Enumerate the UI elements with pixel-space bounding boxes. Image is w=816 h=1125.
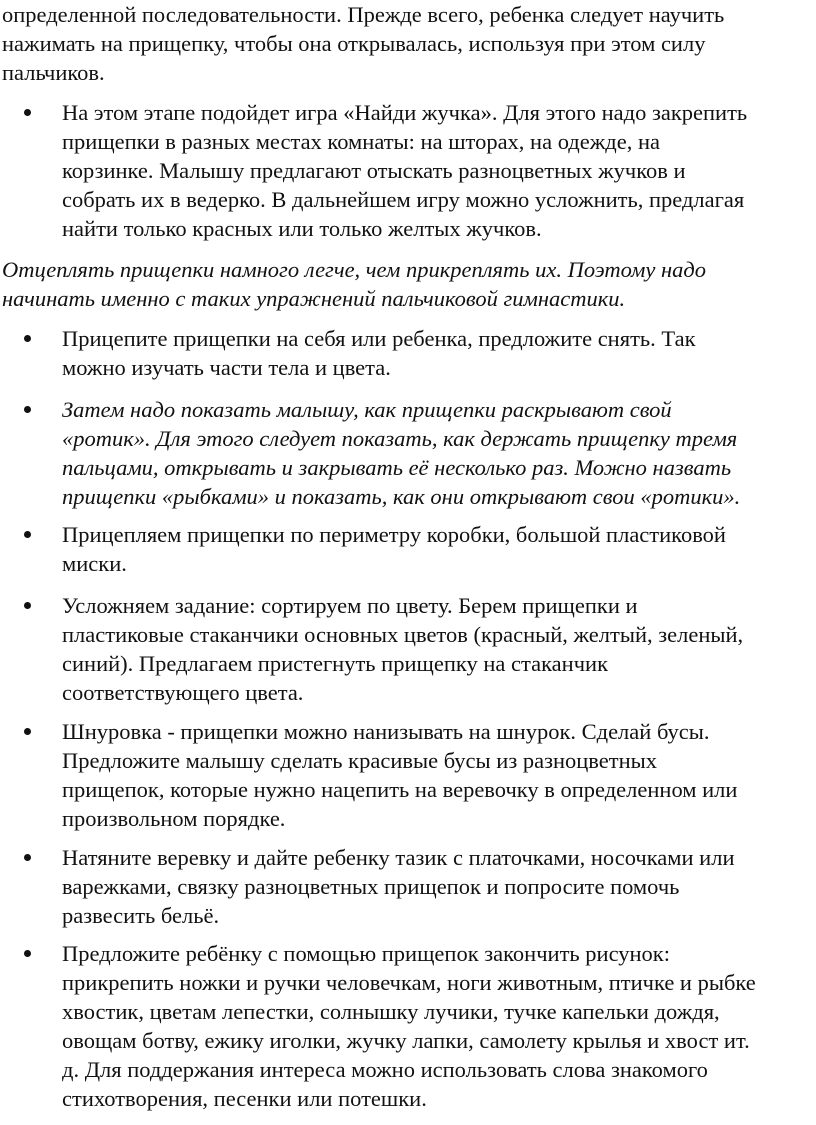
intro-paragraph xyxy=(2,0,816,87)
bullet-icon xyxy=(24,950,31,957)
bullet-icon xyxy=(24,335,31,342)
bullet-icon xyxy=(24,602,31,609)
text-line: пальчиков. xyxy=(2,60,105,85)
text-line: произвольном порядке. xyxy=(62,806,286,831)
bullet-icon xyxy=(24,109,31,116)
text-line: овощам ботву, ежику иголки, жучку лапки, самолету крылья и хвост ит. xyxy=(62,1028,750,1053)
text-line: Усложняем задание: сортируем по цвету. Берем прищепки и xyxy=(62,593,638,618)
text-line: соответствующего цвета. xyxy=(62,680,304,705)
text-line: определенной последовательности. Прежде всего, ребенка следует научить xyxy=(2,2,725,27)
bullet-icon xyxy=(24,531,31,538)
text-line: д. Для поддержания интереса можно использовать слова знакомого xyxy=(62,1057,708,1082)
text-line: Предложите малышу сделать красивые бусы из разноцветных xyxy=(62,748,658,773)
text-line: развесить бельё. xyxy=(62,903,220,928)
text-line: хвостик, цветам лепестки, солнышку лучики, тучке капельки дождя, xyxy=(62,999,720,1024)
text-line: Затем надо показать малышу, как прищепки раскрывают свой xyxy=(62,397,672,422)
text-line: варежками, связку разноцветных прищепок и попросите помочь xyxy=(62,874,680,899)
text-line: На этом этапе подойдет игра «Найди жучка». Для этого надо закрепить xyxy=(62,100,748,125)
bullet-icon xyxy=(24,728,31,735)
text-line: Прицепляем прищепки по периметру коробки, большой пластиковой xyxy=(62,522,726,547)
text-line: прикрепить ножки и ручки человечкам, ноги животным, птичке и рыбке xyxy=(62,970,756,995)
bullet-icon xyxy=(24,854,31,861)
text-line: синий). Предлагаем пристегнуть прищепку на стаканчик xyxy=(62,651,608,676)
bullet-icon xyxy=(24,406,31,413)
text-line: Шнуровка - прищепки можно нанизывать на шнурок. Сделай бусы. xyxy=(62,719,710,744)
italic-paragraph xyxy=(2,255,816,313)
text-line: нажимать на прищепку, чтобы она открывалась, используя при этом силу xyxy=(2,31,706,56)
text-line: собрать их в ведерко. В дальнейшем игру можно усложнить, предлагая xyxy=(62,187,745,212)
text-line: Отцеплять прищепки намного легче, чем прикреплять их. Поэтому надо xyxy=(2,257,707,282)
text-line: найти только красных или только желтых жучков. xyxy=(62,216,542,241)
text-line: стихотворения, песенки или потешки. xyxy=(62,1086,427,1111)
text-line: «ротик». Для этого следует показать, как держать прищепку тремя xyxy=(62,426,738,451)
text-line: прищепки «рыбками» и показать, как они открывают свои «ротики». xyxy=(62,484,741,509)
text-line: корзинке. Малышу предлагают отыскать разноцветных жучков и xyxy=(62,158,686,183)
text-line: Прицепите прищепки на себя или ребенка, предложите снять. Так xyxy=(62,326,696,351)
text-line: начинать именно с таких упражнений пальчиковой гимнастики. xyxy=(2,286,626,311)
text-line: Предложите ребёнку с помощью прищепок закончить рисунок: xyxy=(62,941,670,966)
text-line: прищепки в разных местах комнаты: на шторах, на одежде, на xyxy=(62,129,660,154)
text-line: пальцами, открывать и закрывать её несколько раз. Можно назвать xyxy=(62,455,732,480)
text-line: можно изучать части тела и цвета. xyxy=(62,355,391,380)
text-line: миски. xyxy=(62,551,127,576)
text-line: Натяните веревку и дайте ребенку тазик с платочками, носочками или xyxy=(62,845,735,870)
text-line: прищепок, которые нужно нацепить на веревочку в определенном или xyxy=(62,777,738,802)
text-line: пластиковые стаканчики основных цветов (красный, желтый, зеленый, xyxy=(62,622,744,647)
